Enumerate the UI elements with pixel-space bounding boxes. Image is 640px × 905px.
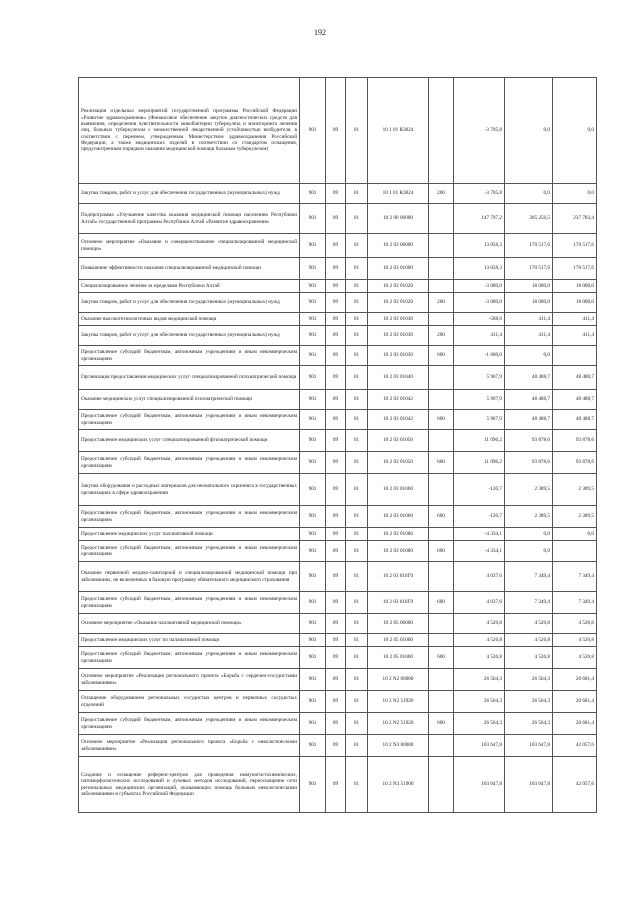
row-amount-1: 5 967,9 (454, 390, 505, 410)
row-razdel: 09 (326, 390, 346, 410)
row-amount-3: 0,0 (553, 184, 597, 204)
row-podrazdel: 01 (346, 410, 368, 430)
row-amount-2: 48 488,7 (505, 366, 553, 390)
row-expense-type: 600 (429, 647, 454, 669)
row-grbs: 901 (300, 735, 326, 757)
row-amount-3: 93 878,6 (553, 430, 597, 452)
row-podrazdel: 01 (346, 614, 368, 634)
row-podrazdel: 01 (346, 634, 368, 647)
row-razdel: 09 (326, 204, 346, 234)
row-amount-2: 7 349,4 (505, 592, 553, 614)
row-name: Специализированное лечение за пределами Республики Алтай (79, 280, 300, 293)
row-amount-2: 0,0 (505, 346, 553, 366)
row-name: Основное мероприятие «Оказание и совершенствование специализированной медицинской помощи» (79, 234, 300, 258)
row-expense-type (429, 280, 454, 293)
row-expense-type (429, 562, 454, 592)
row-grbs: 901 (300, 293, 326, 313)
row-grbs: 901 (300, 634, 326, 647)
row-name: Предоставление медицинских услуг паллиативной помощи (79, 528, 300, 541)
row-amount-3: 237 783,4 (553, 204, 597, 234)
row-amount-3: 2 389,5 (553, 474, 597, 506)
row-amount-1: 4 037,6 (454, 592, 505, 614)
row-razdel: 09 (326, 293, 346, 313)
row-amount-2: 7 349,4 (505, 562, 553, 592)
row-razdel: 09 (326, 430, 346, 452)
table-row (79, 346, 597, 366)
row-name: Оказание медицинских услуг специализированной психиатрической помощи (79, 390, 300, 410)
row-expense-type: 200 (429, 184, 454, 204)
row-amount-2: 0,0 (505, 78, 553, 184)
row-target-article: 10 2 N3 00000 (368, 735, 429, 757)
row-target-article: 10 2 N2 51920 (368, 713, 429, 735)
row-podrazdel: 01 (346, 346, 368, 366)
row-amount-1: 103 647,8 (454, 757, 505, 813)
table-row (79, 280, 597, 293)
row-amount-2: 26 564,3 (505, 669, 553, 691)
row-razdel: 09 (326, 410, 346, 430)
row-grbs: 901 (300, 614, 326, 634)
row-podrazdel: 01 (346, 528, 368, 541)
row-razdel: 09 (326, 757, 346, 813)
row-razdel: 09 (326, 647, 346, 669)
row-amount-3: 0,0 (553, 78, 597, 184)
table-row (79, 430, 597, 452)
table-row (79, 474, 597, 506)
row-grbs: 901 (300, 713, 326, 735)
row-expense-type: 600 (429, 346, 454, 366)
row-expense-type: 600 (429, 410, 454, 430)
row-expense-type (429, 78, 454, 184)
row-target-article: 10 2 03 01040 (368, 366, 429, 390)
row-target-article: 10 2 05 01000 (368, 647, 429, 669)
row-podrazdel: 01 (346, 541, 368, 562)
row-amount-2: 4 526,8 (505, 614, 553, 634)
row-amount-2: 411,4 (505, 313, 553, 326)
row-amount-2: 170 517,6 (505, 234, 553, 258)
row-amount-1: 26 564,3 (454, 713, 505, 735)
row-name: Оказание первичной медико-санитарной и специализированной медицинской помощи при заболеваниях, не включенных в базовую программу обязательного медицинского страхования (79, 562, 300, 592)
row-grbs: 901 (300, 757, 326, 813)
row-amount-1: -3 705,8 (454, 184, 505, 204)
row-grbs: 901 (300, 204, 326, 234)
row-name: Оказание высокотехнологичных видов медицинской помощи (79, 313, 300, 326)
row-amount-3: 20 681,4 (553, 713, 597, 735)
row-grbs: 901 (300, 647, 326, 669)
row-target-article: 10 2 03 01050 (368, 452, 429, 474)
row-target-article: 10 2 03 01020 (368, 293, 429, 313)
row-amount-3: 2 389,5 (553, 506, 597, 528)
row-grbs: 901 (300, 184, 326, 204)
row-amount-1: -4 334,1 (454, 541, 505, 562)
row-amount-3: 4 526,8 (553, 634, 597, 647)
row-razdel: 09 (326, 234, 346, 258)
table-row (79, 326, 597, 346)
row-target-article: 10 2 03 01042 (368, 390, 429, 410)
row-podrazdel: 01 (346, 474, 368, 506)
row-grbs: 901 (300, 234, 326, 258)
row-target-article: 10 2 N3 51900 (368, 757, 429, 813)
row-amount-3: 20 681,4 (553, 669, 597, 691)
row-grbs: 901 (300, 346, 326, 366)
table-row (79, 313, 597, 326)
row-razdel: 09 (326, 313, 346, 326)
row-podrazdel: 01 (346, 452, 368, 474)
row-amount-3: 0,0 (553, 528, 597, 541)
row-amount-3: 170 517,6 (553, 234, 597, 258)
row-razdel: 09 (326, 691, 346, 713)
row-amount-1: -120,7 (454, 474, 505, 506)
table-row (79, 757, 597, 813)
row-expense-type (429, 528, 454, 541)
row-razdel: 09 (326, 366, 346, 390)
row-amount-3 (553, 346, 597, 366)
row-podrazdel: 01 (346, 757, 368, 813)
table-row (79, 528, 597, 541)
row-target-article: 10 1 01 R3824 (368, 78, 429, 184)
row-amount-2: 4 526,8 (505, 634, 553, 647)
row-podrazdel: 01 (346, 647, 368, 669)
row-expense-type: 600 (429, 592, 454, 614)
row-expense-type (429, 757, 454, 813)
row-amount-1: -588,6 (454, 313, 505, 326)
table-row (79, 541, 597, 562)
table-row (79, 184, 597, 204)
row-amount-1: -3 000,0 (454, 280, 505, 293)
row-podrazdel: 01 (346, 184, 368, 204)
row-amount-3: 411,4 (553, 313, 597, 326)
row-amount-1: -1 000,0 (454, 346, 505, 366)
table-row (79, 691, 597, 713)
row-amount-3: 20 681,4 (553, 691, 597, 713)
row-expense-type: 600 (429, 452, 454, 474)
row-amount-3: 411,4 (553, 326, 597, 346)
row-razdel: 09 (326, 713, 346, 735)
row-amount-1: 103 647,8 (454, 735, 505, 757)
row-name: Предоставление субсидий бюджетным, автономным учреждениям и иным некоммерческим организациям (79, 541, 300, 562)
row-target-article: 10 2 03 01030 (368, 313, 429, 326)
row-podrazdel: 01 (346, 293, 368, 313)
row-target-article: 10 2 03 01060 (368, 506, 429, 528)
row-amount-1: 4 037,6 (454, 562, 505, 592)
row-amount-1: 4 526,8 (454, 634, 505, 647)
row-name: Предоставление медицинских услуг по паллиативной помощи (79, 634, 300, 647)
row-amount-3: 42 057,6 (553, 757, 597, 813)
row-target-article: 10 2 03 01060 (368, 474, 429, 506)
row-expense-type (429, 390, 454, 410)
row-expense-type (429, 430, 454, 452)
row-grbs: 901 (300, 430, 326, 452)
row-razdel: 09 (326, 326, 346, 346)
row-target-article: 10 2 05 00000 (368, 614, 429, 634)
row-name: Предоставление субсидий бюджетным, автономным учреждениям и иным некоммерческим организациям (79, 346, 300, 366)
row-amount-3: 7 349,4 (553, 562, 597, 592)
table-row (79, 713, 597, 735)
row-razdel: 09 (326, 634, 346, 647)
row-target-article: 10 2 03 00000 (368, 234, 429, 258)
row-razdel: 09 (326, 474, 346, 506)
row-target-article: 10 2 05 01000 (368, 634, 429, 647)
row-name: Реализация отдельных мероприятий государственной программы Российской Федерации «Развитие здравоохранения» (Финансовое обеспечение закупок диагностических средств для выявления, определения чувствительности микобактерии туберкулеза и мониторинга лечения лиц, больных туберкулезом с множественной лекарственной устойчивостью возбудителя, в соответствии с перечнем, утвержденным Министерством здравоохранения Российской Федерации, а также медицинских изделий в соответствии со стандартом оснащения, предусмотренным порядком оказания медицинской помощи больным туберкулезом) (79, 78, 300, 184)
row-amount-2: 26 564,3 (505, 713, 553, 735)
row-amount-3: 42 057,6 (553, 735, 597, 757)
row-expense-type: 200 (429, 326, 454, 346)
row-amount-2: 93 878,6 (505, 430, 553, 452)
row-name: Предоставление медицинских услуг специализированной фтизиатрической помощи (79, 430, 300, 452)
row-amount-3: 18 000,0 (553, 293, 597, 313)
row-name: Закупка товаров, работ и услуг для обеспечения государственных (муниципальных) нужд (79, 293, 300, 313)
row-razdel: 09 (326, 562, 346, 592)
row-expense-type: 600 (429, 506, 454, 528)
row-grbs: 901 (300, 669, 326, 691)
page-number: 192 (314, 28, 326, 37)
table-row (79, 410, 597, 430)
row-name: Повышение эффективности оказания специализированной медицинской помощи (79, 258, 300, 280)
row-razdel: 09 (326, 346, 346, 366)
row-name: Предоставление субсидий бюджетным, автономным учреждениям и иным некоммерческим организациям (79, 647, 300, 669)
row-expense-type (429, 313, 454, 326)
row-amount-3: 170 517,6 (553, 258, 597, 280)
row-amount-2: 103 647,8 (505, 757, 553, 813)
table-row (79, 293, 597, 313)
row-target-article: 10 2 03 01080 (368, 528, 429, 541)
row-expense-type (429, 258, 454, 280)
row-podrazdel: 01 (346, 669, 368, 691)
row-amount-1: 13 058,3 (454, 258, 505, 280)
row-podrazdel: 01 (346, 258, 368, 280)
row-amount-1: 13 058,3 (454, 234, 505, 258)
row-name: Подпрограмма «Улучшение качества оказания медицинской помощи населению Республики Алтай» государственной программы Республики Алтай «Развитие здравоохранения» (79, 204, 300, 234)
row-name: Организация предоставления медицинских услуг специализированной психиатрической помощи (79, 366, 300, 390)
row-name: Предоставление субсидий бюджетным, автономным учреждениям и иным некоммерческим организациям (79, 713, 300, 735)
row-podrazdel: 01 (346, 366, 368, 390)
row-expense-type (429, 634, 454, 647)
row-amount-1: -3 000,0 (454, 293, 505, 313)
row-name: Создание и оснащение референс-центров для проведения иммуногистохимических, патоморфологических исследований и лучевых методов исследований, переоснащение сети региональных медицинских организаций, оказывающих помощь больным онкологическими заболеваниями в субъектах Российской Федерации (79, 757, 300, 813)
row-razdel: 09 (326, 258, 346, 280)
row-podrazdel: 01 (346, 313, 368, 326)
row-amount-1: 4 526,8 (454, 647, 505, 669)
row-razdel: 09 (326, 614, 346, 634)
row-target-article: 10 2 03 01030 (368, 346, 429, 366)
table-row (79, 204, 597, 234)
row-amount-2: 170 517,6 (505, 258, 553, 280)
row-podrazdel: 01 (346, 430, 368, 452)
row-amount-3: 48 488,7 (553, 390, 597, 410)
row-podrazdel: 01 (346, 78, 368, 184)
row-expense-type (429, 474, 454, 506)
row-podrazdel: 01 (346, 326, 368, 346)
row-podrazdel: 01 (346, 592, 368, 614)
row-grbs: 901 (300, 691, 326, 713)
row-target-article: 10 2 03 01000 (368, 258, 429, 280)
row-podrazdel: 01 (346, 390, 368, 410)
row-amount-1: -3 705,8 (454, 78, 505, 184)
row-amount-1: 11 096,2 (454, 430, 505, 452)
row-expense-type: 600 (429, 713, 454, 735)
row-target-article: 10 2 03 010Г0 (368, 562, 429, 592)
row-razdel: 09 (326, 78, 346, 184)
row-razdel: 09 (326, 528, 346, 541)
row-target-article: 10 2 03 01030 (368, 326, 429, 346)
row-amount-2: 411,4 (505, 326, 553, 346)
budget-table (78, 77, 597, 813)
row-amount-3 (553, 541, 597, 562)
row-amount-1: 5 967,9 (454, 366, 505, 390)
table-row (79, 258, 597, 280)
row-target-article: 10 2 03 010Г0 (368, 592, 429, 614)
row-razdel: 09 (326, 184, 346, 204)
row-podrazdel: 01 (346, 713, 368, 735)
row-target-article: 10 2 00 00000 (368, 204, 429, 234)
row-amount-1: 26 564,3 (454, 669, 505, 691)
row-grbs: 901 (300, 541, 326, 562)
row-amount-1: 11 096,2 (454, 452, 505, 474)
row-amount-2: 103 647,8 (505, 735, 553, 757)
row-grbs: 901 (300, 528, 326, 541)
row-razdel: 09 (326, 541, 346, 562)
table-row (79, 735, 597, 757)
row-expense-type (429, 669, 454, 691)
row-name: Основное мероприятие «Реализация регионального проекта «Борьба с онкологическими заболеваниями» (79, 735, 300, 757)
table-row (79, 614, 597, 634)
row-podrazdel: 01 (346, 506, 368, 528)
row-name: Предоставление субсидий бюджетным, автономным учреждениям и иным некоммерческим организациям (79, 410, 300, 430)
row-name: Закупка товаров, работ и услуг для обеспечения государственных (муниципальных) нужд (79, 326, 300, 346)
table-row (79, 366, 597, 390)
row-name: Оснащение оборудованием региональных сосудистых центров и первичных сосудистых отделений (79, 691, 300, 713)
row-amount-2: 2 389,5 (505, 474, 553, 506)
row-amount-3: 18 000,0 (553, 280, 597, 293)
row-grbs: 901 (300, 592, 326, 614)
row-name: Основное мероприятие «Реализация регионального проекта «Борьба с сердечно-сосудистыми заболеваниями» (79, 669, 300, 691)
row-expense-type: 600 (429, 541, 454, 562)
table-row (79, 562, 597, 592)
row-name: Предоставление субсидий бюджетным, автономным учреждениям и иным некоммерческим организациям (79, 592, 300, 614)
row-grbs: 901 (300, 280, 326, 293)
row-podrazdel: 01 (346, 735, 368, 757)
row-amount-1: 5 967,9 (454, 410, 505, 430)
row-amount-1: 26 564,3 (454, 691, 505, 713)
row-amount-2: 0,0 (505, 528, 553, 541)
row-amount-3: 7 349,4 (553, 592, 597, 614)
row-target-article: 10 2 03 01020 (368, 280, 429, 293)
row-grbs: 901 (300, 474, 326, 506)
table-row (79, 234, 597, 258)
row-amount-2: 26 564,3 (505, 691, 553, 713)
row-amount-3: 4 526,8 (553, 647, 597, 669)
row-grbs: 901 (300, 313, 326, 326)
row-amount-3: 93 878,6 (553, 452, 597, 474)
row-target-article: 10 2 03 01080 (368, 541, 429, 562)
table-row (79, 78, 597, 184)
row-podrazdel: 01 (346, 691, 368, 713)
table-row (79, 592, 597, 614)
row-name: Закупка оборудования и расходных материалов для неонатального скрининга в государственных организациях в сфере здравоохранения (79, 474, 300, 506)
row-razdel: 09 (326, 592, 346, 614)
row-amount-1: -4 334,1 (454, 528, 505, 541)
row-amount-1: -120,7 (454, 506, 505, 528)
table-row (79, 669, 597, 691)
row-amount-2: 4 526,8 (505, 647, 553, 669)
row-amount-2: 48 488,7 (505, 390, 553, 410)
row-amount-2: 93 878,6 (505, 452, 553, 474)
row-amount-1: 147 797,2 (454, 204, 505, 234)
row-amount-2: 0,0 (505, 541, 553, 562)
row-grbs: 901 (300, 326, 326, 346)
row-amount-1: 411,4 (454, 326, 505, 346)
row-amount-2: 18 000,0 (505, 280, 553, 293)
row-grbs: 901 (300, 506, 326, 528)
row-name: Основное мероприятие «Оказание паллиативной медицинской помощи» (79, 614, 300, 634)
row-amount-2: 2 389,5 (505, 506, 553, 528)
table-row (79, 647, 597, 669)
row-razdel: 09 (326, 506, 346, 528)
row-podrazdel: 01 (346, 204, 368, 234)
row-podrazdel: 01 (346, 234, 368, 258)
row-target-article: 10 2 N2 00000 (368, 669, 429, 691)
row-grbs: 901 (300, 258, 326, 280)
row-amount-3: 48 488,7 (553, 410, 597, 430)
table-row (79, 506, 597, 528)
row-amount-3: 48 488,7 (553, 366, 597, 390)
row-amount-2: 305 256,5 (505, 204, 553, 234)
row-name: Закупка товаров, работ и услуг для обеспечения государственных (муниципальных) нужд (79, 184, 300, 204)
row-expense-type (429, 614, 454, 634)
row-expense-type (429, 366, 454, 390)
row-razdel: 09 (326, 669, 346, 691)
row-podrazdel: 01 (346, 280, 368, 293)
row-target-article: 10 2 03 01042 (368, 410, 429, 430)
row-grbs: 901 (300, 410, 326, 430)
table-row (79, 634, 597, 647)
table-row (79, 452, 597, 474)
row-razdel: 09 (326, 452, 346, 474)
row-target-article: 10 2 N2 51920 (368, 691, 429, 713)
row-grbs: 901 (300, 452, 326, 474)
row-name: Предоставление субсидий бюджетным, автономным учреждениям и иным некоммерческим организациям (79, 506, 300, 528)
row-expense-type (429, 234, 454, 258)
row-amount-1: 4 526,8 (454, 614, 505, 634)
row-name: Предоставление субсидий бюджетным, автономным учреждениям и иным некоммерческим организациям (79, 452, 300, 474)
row-grbs: 901 (300, 366, 326, 390)
row-amount-2: 0,0 (505, 184, 553, 204)
row-target-article: 10 2 03 01050 (368, 430, 429, 452)
row-expense-type (429, 204, 454, 234)
row-expense-type (429, 691, 454, 713)
table-row (79, 390, 597, 410)
row-grbs: 901 (300, 78, 326, 184)
row-target-article: 10 1 01 R3824 (368, 184, 429, 204)
row-amount-2: 18 000,0 (505, 293, 553, 313)
row-expense-type (429, 735, 454, 757)
row-grbs: 901 (300, 562, 326, 592)
row-amount-2: 48 488,7 (505, 410, 553, 430)
row-podrazdel: 01 (346, 562, 368, 592)
row-amount-3: 4 526,8 (553, 614, 597, 634)
row-razdel: 09 (326, 735, 346, 757)
row-grbs: 901 (300, 390, 326, 410)
row-expense-type: 200 (429, 293, 454, 313)
row-razdel: 09 (326, 280, 346, 293)
